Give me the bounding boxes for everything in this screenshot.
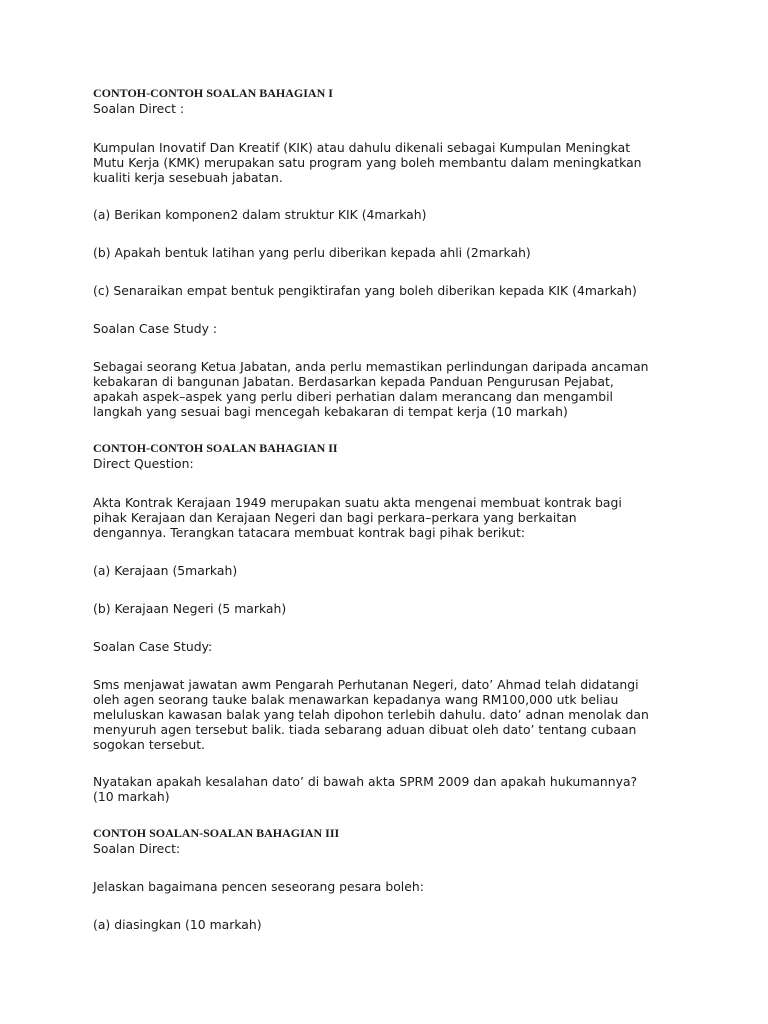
text-line: kebakaran di bangunan Jabatan. Berdasarkan kepada Panduan Pengurusan Pejabat, bbox=[93, 374, 614, 389]
section-3-heading: CONTOH SOALAN-SOALAN BAHAGIAN III bbox=[93, 826, 340, 840]
text-line: sogokan tersebut. bbox=[93, 737, 205, 752]
section-2-heading: CONTOH-CONTOH SOALAN BAHAGIAN II bbox=[93, 441, 338, 455]
section-1-case-label: Soalan Case Study : bbox=[93, 321, 218, 336]
document-page bbox=[93, 86, 693, 932]
section-2-question-b: (b) Kerajaan Negeri (5 markah) bbox=[93, 601, 287, 616]
section-1-heading: CONTOH-CONTOH SOALAN BAHAGIAN I bbox=[93, 86, 333, 100]
section-1-direct-label: Soalan Direct : bbox=[93, 101, 185, 116]
text-line: dengannya. Terangkan tatacara membuat kontrak bagi pihak berikut: bbox=[93, 525, 526, 540]
text-line: pihak Kerajaan dan Kerajaan Negeri dan bagi perkara–perkara yang berkaitan bbox=[93, 510, 577, 525]
section-1-question-a: (a) Berikan komponen2 dalam struktur KIK (4markah) bbox=[93, 207, 427, 222]
text-line: menyuruh agen tersebut balik. tiada sebarang aduan dibuat oleh dato’ tentang cubaan bbox=[93, 722, 637, 737]
text-line: apakah aspek–aspek yang perlu diberi perhatian dalam merancang dan mengambil bbox=[93, 389, 613, 404]
text-line: Mutu Kerja (KMK) merupakan satu program yang boleh membantu dalam meningkatkan bbox=[93, 155, 642, 170]
text-line: langkah yang sesuai bagi mencegah kebakaran di tempat kerja (10 markah) bbox=[93, 404, 568, 419]
section-3-intro: Jelaskan bagaimana pencen seseorang pesara boleh: bbox=[93, 879, 424, 894]
section-1-case-text bbox=[93, 359, 693, 419]
text-line: (10 markah) bbox=[93, 789, 170, 804]
text-line: Sebagai seorang Ketua Jabatan, anda perlu memastikan perlindungan daripada ancaman bbox=[93, 359, 649, 374]
section-1-question-b: (b) Apakah bentuk latihan yang perlu diberikan kepada ahli (2markah) bbox=[93, 245, 531, 260]
section-2-case-text bbox=[93, 677, 693, 752]
section-3-direct-label: Soalan Direct: bbox=[93, 841, 181, 856]
text-line: Kumpulan Inovatif Dan Kreatif (KIK) atau dahulu dikenali sebagai Kumpulan Meningkat bbox=[93, 140, 631, 155]
section-1-intro bbox=[93, 140, 693, 185]
text-line: meluluskan kawasan balak yang telah dipohon terlebih dahulu. dato’ adnan menolak dan bbox=[93, 707, 649, 722]
text-line: oleh agen seorang tauke balak menawarkan kepadanya wang RM100,000 utk beliau bbox=[93, 692, 619, 707]
section-2-direct-label: Direct Question: bbox=[93, 456, 194, 471]
text-line: Nyatakan apakah kesalahan dato’ di bawah akta SPRM 2009 dan apakah hukumannya? bbox=[93, 774, 638, 789]
text-line: Sms menjawat jawatan awm Pengarah Perhutanan Negeri, dato’ Ahmad telah didatangi bbox=[93, 677, 639, 692]
section-3-question-a: (a) diasingkan (10 markah) bbox=[93, 917, 262, 932]
section-2-question-a: (a) Kerajaan (5markah) bbox=[93, 563, 238, 578]
text-line: Akta Kontrak Kerajaan 1949 merupakan suatu akta mengenai membuat kontrak bagi bbox=[93, 495, 622, 510]
section-2-intro bbox=[93, 495, 693, 540]
section-2-question bbox=[93, 774, 693, 804]
text-line: kualiti kerja sesebuah jabatan. bbox=[93, 170, 283, 185]
section-1-question-c: (c) Senaraikan empat bentuk pengiktirafan yang boleh diberikan kepada KIK (4markah) bbox=[93, 283, 637, 298]
section-2-case-label: Soalan Case Study: bbox=[93, 639, 213, 654]
